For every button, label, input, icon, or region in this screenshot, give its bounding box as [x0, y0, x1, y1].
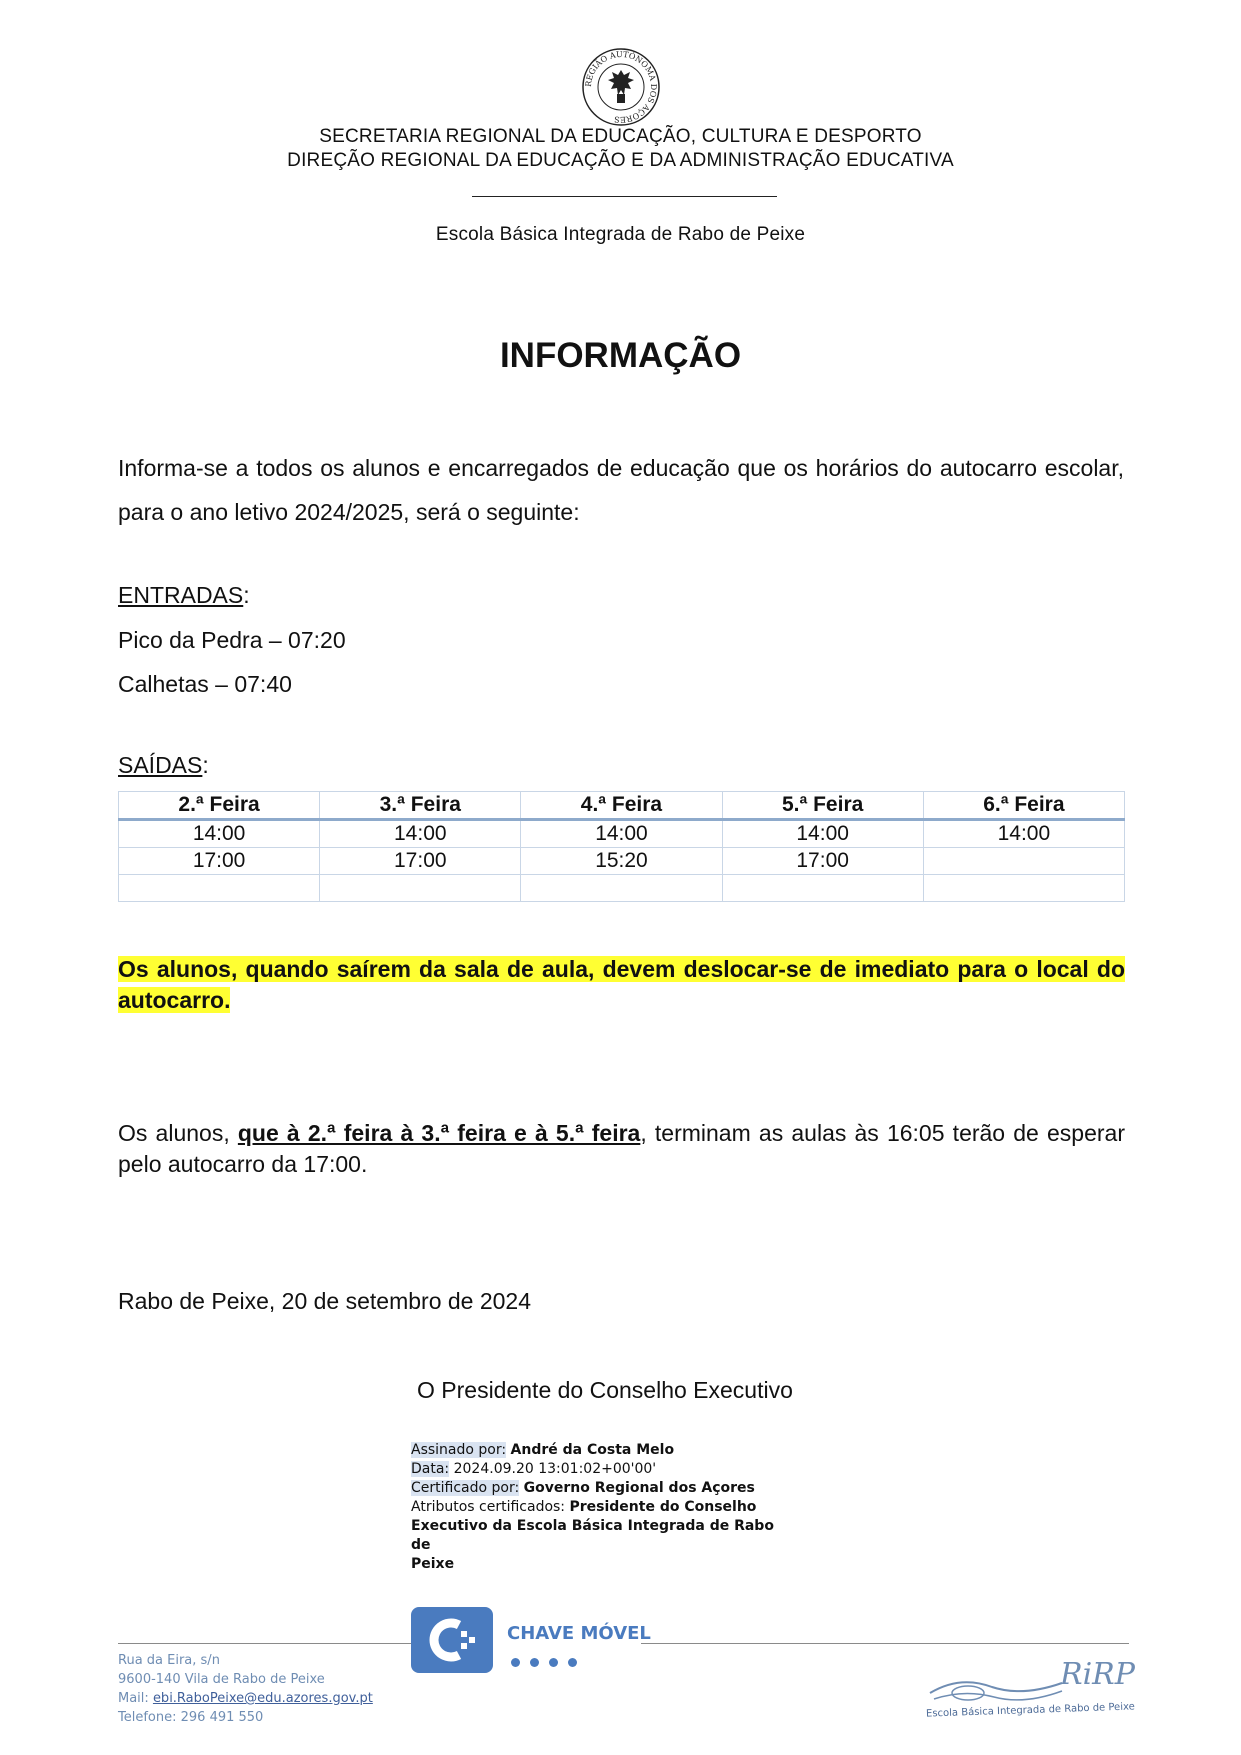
saidas-heading: SAÍDAS:: [118, 752, 209, 778]
intro-paragraph: Informa-se a todos os alunos e encarregados de educação que os horários do autocarro escolar, para o ano letivo 2024/2025, será o seguinte:: [118, 455, 1124, 525]
footer-mail-link[interactable]: ebi.RaboPeixe@edu.azores.gov.pt: [152, 1691, 373, 1706]
note-suffix: , terminam as aulas às 16:05 terão de esperar pelo autocarro da 17:00.: [118, 1120, 1125, 1177]
table-header-cell: 2.ª Feira: [119, 792, 320, 820]
table-cell: 17:00: [320, 848, 521, 875]
schedule-table: [118, 791, 1125, 902]
table-row: [119, 848, 1125, 875]
entradas-heading: ENTRADAS:: [118, 582, 250, 608]
digital-signature: [411, 1441, 791, 1574]
chave-movel-icon: [411, 1607, 493, 1673]
table-cell: 17:00: [119, 848, 320, 875]
footer-address-line-1: Rua da Eira, s/n: [118, 1653, 220, 1668]
footer-divider: [641, 1643, 1129, 1644]
table-header-cell: 3.ª Feira: [320, 792, 521, 820]
table-cell: 14:00: [119, 820, 320, 848]
footer-phone: Telefone: 296 491 550: [118, 1710, 264, 1725]
header-line-2: DIREÇÃO REGIONAL DA EDUCAÇÃO E DA ADMINISTRAÇÃO EDUCATIVA: [287, 150, 954, 171]
table-cell: [521, 875, 722, 902]
note-prefix: Os alunos,: [118, 1120, 238, 1146]
table-row: [119, 820, 1125, 848]
date-label: Data:: [411, 1461, 450, 1477]
footer-mail-label: Mail:: [118, 1691, 149, 1706]
certified-by-label: Certificado por:: [411, 1480, 520, 1496]
table-cell: [923, 848, 1124, 875]
table-cell: 14:00: [521, 820, 722, 848]
attributes-value-3: Peixe: [411, 1556, 455, 1572]
signed-by-value: André da Costa Melo: [510, 1442, 675, 1458]
entradas-label: ENTRADAS: [118, 582, 244, 608]
certified-by-value: Governo Regional dos Açores: [523, 1480, 755, 1496]
coat-of-arms-seal: [580, 46, 662, 128]
table-row: [119, 875, 1125, 902]
table-cell: [320, 875, 521, 902]
chave-movel-label: CHAVE MÓVEL: [507, 1623, 651, 1644]
school-logo-caption: Escola Básica Integrada de Rabo de Peixe: [925, 1701, 1135, 1720]
highlight-notice: [118, 954, 1125, 1016]
table-header-cell: 6.ª Feira: [923, 792, 1124, 820]
place-date: Rabo de Peixe, 20 de setembro de 2024: [118, 1288, 532, 1314]
footer-address-line-2: 9600-140 Vila de Rabo de Peixe: [118, 1672, 325, 1687]
highlight-notice-text: Os alunos, quando saírem da sala de aula, devem deslocar-se de imediato para o local do autocarro.: [118, 956, 1125, 1013]
entrada-item: Pico da Pedra – 07:20: [118, 627, 346, 653]
entrada-item: Calhetas – 07:40: [118, 671, 292, 697]
table-header-row: [119, 792, 1125, 820]
signed-by-label: Assinado por:: [411, 1442, 507, 1458]
attributes-value-2: Executivo da Escola Básica Integrada de Rabo de: [411, 1518, 774, 1553]
saidas-label: SAÍDAS: [118, 752, 203, 778]
page-title: INFORMAÇÃO: [499, 336, 742, 375]
chave-movel-badge: [411, 1607, 651, 1675]
school-name: Escola Básica Integrada de Rabo de Peixe: [435, 224, 806, 245]
table-cell: 14:00: [320, 820, 521, 848]
footer-divider: [118, 1643, 411, 1644]
attributes-label: Atributos certificados:: [411, 1499, 566, 1515]
table-cell: 15:20: [521, 848, 722, 875]
table-cell: [119, 875, 320, 902]
table-cell: 14:00: [923, 820, 1124, 848]
chave-movel-dots: [511, 1654, 577, 1672]
attributes-value-1: Presidente do Conselho: [569, 1499, 757, 1515]
table-cell: 17:00: [722, 848, 923, 875]
school-logo: [925, 1655, 1135, 1727]
table-header-cell: 4.ª Feira: [521, 792, 722, 820]
header-line-1: SECRETARIA REGIONAL DA EDUCAÇÃO, CULTURA E DESPORTO: [319, 126, 922, 147]
note-paragraph: [118, 1118, 1125, 1180]
table-header-cell: 5.ª Feira: [722, 792, 923, 820]
note-emphasis: que à 2.ª feira à 3.ª feira e à 5.ª feira: [237, 1120, 641, 1146]
school-logo-mark: RiRP: [1060, 1657, 1135, 1692]
table-cell: [923, 875, 1124, 902]
date-value: 2024.09.20 13:01:02+00'00': [453, 1461, 657, 1477]
footer-contact: [118, 1651, 373, 1727]
signatory-title: O Presidente do Conselho Executivo: [417, 1377, 793, 1403]
table-cell: 14:00: [722, 820, 923, 848]
header-divider: [472, 196, 777, 197]
table-cell: [722, 875, 923, 902]
seal-text: REGIÃO AUTÓNOMA DOS AÇORES: [583, 49, 659, 125]
